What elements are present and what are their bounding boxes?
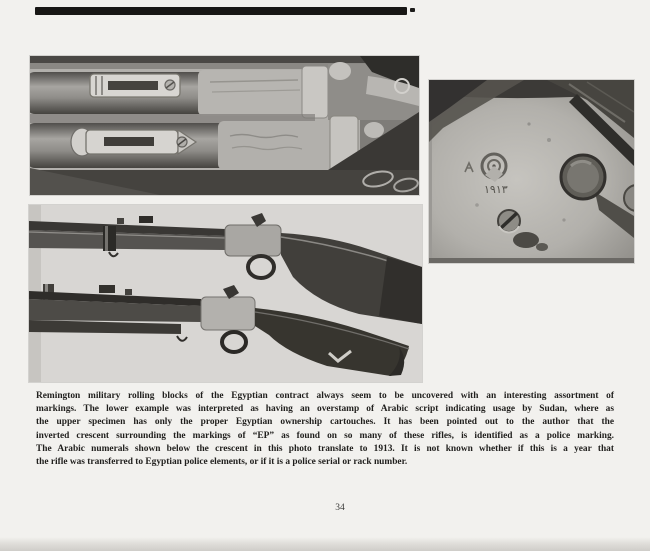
caption-line: the upper specimen has only the proper Egyptian ownership cartouches. It has been pointed out to the author that the — [36, 417, 614, 428]
rifles-sideview-illustration — [29, 205, 422, 382]
arabic-numerals-1913: ١٩١٣ — [484, 183, 508, 196]
rifle-actions-illustration — [30, 56, 419, 195]
caption-line: markings. The lower example was interpreted as having an overstamp of Arabic script indicating usage by Sudan, where as — [36, 404, 614, 415]
wear-blotch — [513, 232, 539, 248]
photo-receiver-marking-closeup — [429, 80, 634, 263]
caption-text — [36, 390, 614, 469]
upper-rear-sight — [90, 74, 180, 97]
cropped-photo-edge — [35, 7, 407, 15]
caption-line: the rifle was transferred to Egyptian police elements, or if it is a police serial or rack number. — [36, 457, 408, 468]
screw-head — [498, 210, 520, 232]
photo-rifle-actions-topview — [30, 56, 419, 195]
photo-rifles-sideview — [29, 205, 422, 382]
lower-rear-sight — [71, 128, 196, 156]
page-number: 34 — [335, 503, 345, 513]
caption-line: Remington military rolling blocks of the Egyptian contract always seem to be uncovered with an interesting assortment of — [36, 391, 614, 401]
caption-line: The Arabic numerals shown below the crescent in this photo translate to 1913. It is not known whether if this is a year that — [36, 443, 614, 454]
caption-line: inverted crescent surrounding the markings of “EP” as found on so many of these rifles, is identified as a police marking. — [36, 430, 614, 441]
photo-edge-dot — [410, 8, 415, 12]
receiver-marking-illustration — [429, 80, 634, 263]
scan-bottom-shadow — [0, 537, 650, 551]
